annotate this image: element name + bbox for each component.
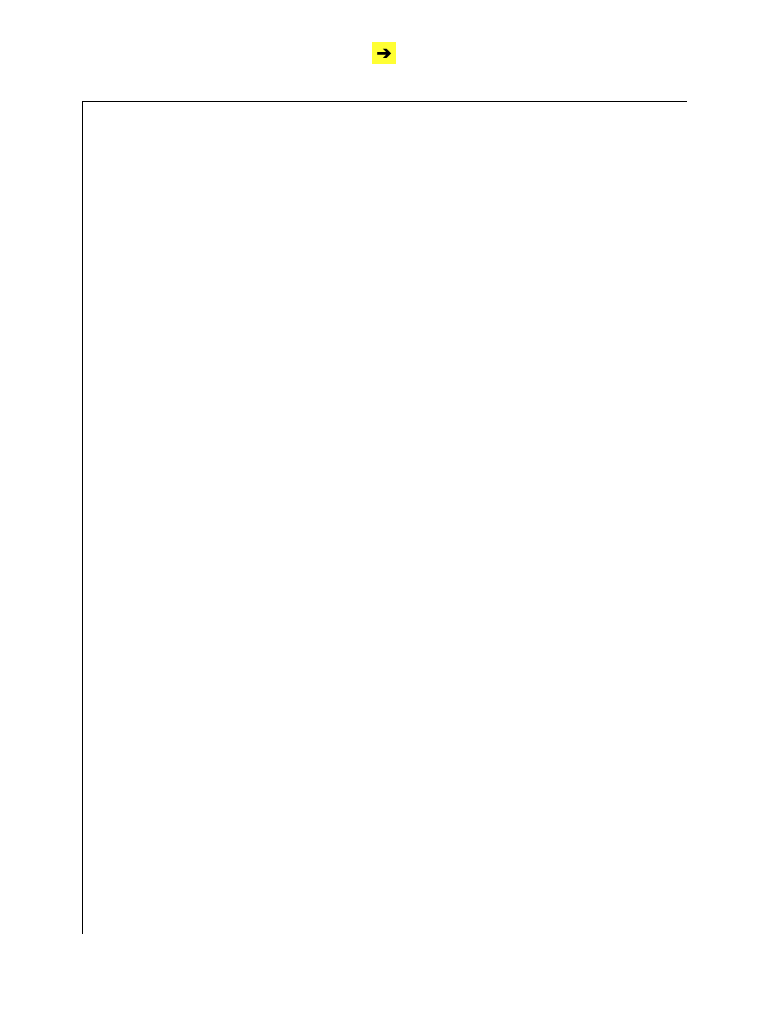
title-highlight (372, 42, 395, 64)
page-title (0, 42, 768, 65)
arrow-right-icon: ➔ (376, 43, 392, 63)
conjugation-table (82, 101, 687, 934)
